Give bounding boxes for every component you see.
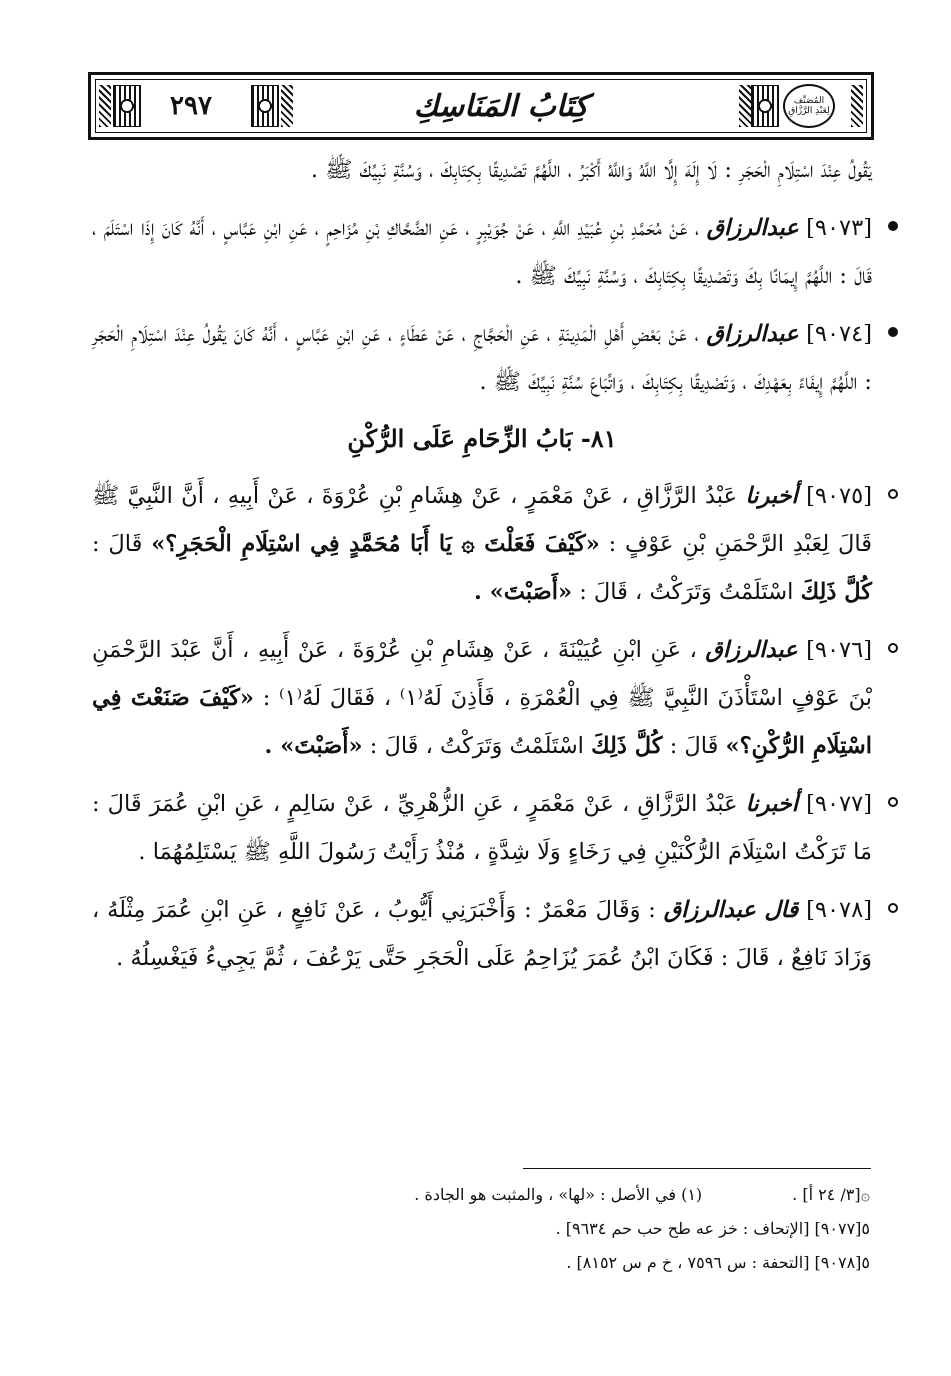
ornament-knot bbox=[251, 85, 279, 127]
hadith-source: عبدالرزاق bbox=[706, 215, 799, 241]
hadith-source: عبدالرزاق bbox=[706, 321, 799, 347]
hadith-source: عبدالرزاق bbox=[705, 637, 798, 663]
prophet-quote: «أَصَبْتَ» . bbox=[474, 579, 573, 605]
hadith-text: عَبْدُ الرَّزَّاقِ ، عَنْ مَعْمَرٍ ، عَنِ الزُّهْرِيِّ ، عَنْ سَالِمٍ ، عَنِ ابْنِ عُمَرَ قَالَ : مَا تَرَكْتُ اسْتِلَامَ الرُّكْنَيْنِ فِي رَخَاءٍ وَلَا شِدَّةٍ ، مُنْذُ رَأَيْتُ رَسُولَ اللَّهِ ﷺ يَسْتَلِمُهُمَا . bbox=[92, 791, 872, 865]
hadith-number: [٩٠٧٥] bbox=[806, 483, 873, 509]
hadith-paragraph bbox=[92, 472, 872, 616]
folio-reference: ۞[٣/ ٢٤ أ] . bbox=[792, 1185, 870, 1204]
logo-line: لِعَبْدِ الرَّزَّاقِ bbox=[788, 106, 830, 116]
hadith-paragraph bbox=[92, 626, 872, 770]
hadith-text: ، عَنِ ابْنِ عُيَيْنَةَ ، عَنْ هِشَامِ بْنِ عُرْوَةَ ، عَنْ أَبِيهِ ، أَنَّ عَبْدَ الرَّحْمَنِ بْنَ عَوْفٍ اسْتَأْذَنَ النَّبِيَّ ﷺ فِي الْعُمْرَةِ ، فَأَذِنَ لَهُ⁽١⁾ ، فَقَالَ لَهُ⁽١⁾ : bbox=[92, 637, 873, 711]
bullet-filled-icon bbox=[888, 327, 898, 337]
bullet-filled-icon bbox=[888, 221, 898, 231]
prophet-quote: «أَصَبْتَ» . bbox=[264, 733, 363, 759]
hadith-source: أخبرنا bbox=[745, 791, 799, 817]
hadith-number: [٩٠٧٦] bbox=[806, 637, 873, 663]
footnote-1: (١) في الأصل : «لها» ، والمثبت هو الجادة . bbox=[414, 1185, 703, 1204]
reply-intro: قَالَ : bbox=[669, 733, 719, 759]
reply-emphasis: كُلَّ ذَلِكَ bbox=[591, 733, 663, 759]
hadith-text: ، عَنْ بَعْضِ أَهْلِ الْمَدِينَةِ ، عَنِ الْحَجَّاجِ ، عَنْ عَطَاءٍ ، عَنِ ابْنِ عَبَّاسٍ ، أَنَّهُ كَانَ يَقُولُ عِنْدَ اسْتِلَامِ الْحَجَرِ : اللَّهُمَّ إِيفَاءً بِعَهْدِكَ ، وَتَصْدِيقًا بِكِتَابِكَ ، وَاتِّبَاعَ سُنَّةِ نَبِيِّكَ ﷺ . bbox=[92, 321, 872, 395]
bullet-hollow-icon bbox=[888, 643, 898, 653]
page-header bbox=[88, 72, 874, 140]
footnote-row bbox=[150, 1178, 870, 1212]
section-heading: ٨١- بَابُ الزِّحَامِ عَلَى الرُّكْنِ bbox=[347, 424, 617, 453]
book-title: كِتَابُ المَنَاسِكِ bbox=[413, 88, 589, 124]
prophet-quote: «كَيْفَ صَنَعْتَ فِي اسْتِلَامِ الرُّكْنِ؟» bbox=[92, 685, 872, 759]
hadith-number: [٩٠٧٧] bbox=[806, 791, 873, 817]
hadith-number: [٩٠٧٨] bbox=[806, 897, 873, 923]
hadith-paragraph bbox=[92, 204, 872, 300]
hadith-number: [٩٠٧٤] bbox=[806, 321, 873, 347]
hadith-source: أخبرنا bbox=[745, 483, 798, 509]
hadith-paragraph bbox=[92, 780, 872, 876]
source-reference: ٥[٩٠٧٧] [الإتحاف : خز عه طح حب حم ٩٦٣٤] . bbox=[555, 1219, 870, 1238]
footnotes bbox=[150, 1178, 870, 1280]
bullet-hollow-icon bbox=[888, 489, 898, 499]
hadith-text: عَبْدُ الرَّزَّاقِ ، عَنْ مَعْمَرٍ ، عَنْ هِشَامِ بْنِ عُرْوَةَ ، عَنْ أَبِيهِ ، أَنَّ النَّبِيَّ ﷺ قَالَ لِعَبْدِ الرَّحْمَنِ بْنِ عَوْفٍ : bbox=[92, 483, 872, 557]
bullet-hollow-icon bbox=[888, 797, 898, 807]
ornament-band bbox=[739, 85, 751, 127]
hadith-text: : وَقَالَ مَعْمَرٌ : وَأَخْبَرَنِي أَيُّوبُ ، عَنْ نَافِعٍ ، عَنِ ابْنِ عُمَرَ مِثْلَهُ ، وَزَادَ نَافِعٌ ، قَالَ : فَكَانَ ابْنُ عُمَرَ يُزَاحِمُ عَلَى الْحَجَرِ حَتَّى يَرْعُفَ ، ثُمَّ يَجِيءُ فَيَغْسِلُهُ . bbox=[92, 897, 872, 971]
hadith-text: يَقُولُ عِنْدَ اسْتِلَامِ الْحَجَرِ : لَا إِلَهَ إِلَّا اللَّهُ وَاللَّهُ أَكْبَرُ ، اللَّهُمَّ تَصْدِيقًا بِكِتَابِكَ ، وَسُنَّةِ نَبِيِّكَ ﷺ . bbox=[310, 157, 872, 183]
page-number: ٢٩٧ bbox=[170, 91, 212, 121]
hadith-paragraph bbox=[92, 310, 872, 406]
reply-emphasis: كُلَّ ذَلِكَ bbox=[800, 579, 872, 605]
reply-text: اسْتَلَمْتُ وَتَرَكْتُ ، قَالَ : bbox=[369, 733, 584, 759]
footnote-divider bbox=[523, 1168, 871, 1169]
book-logo-seal bbox=[783, 84, 835, 128]
reply-text: اسْتَلَمْتُ وَتَرَكْتُ ، قَالَ : bbox=[579, 579, 794, 605]
hadith-text: ، عَنْ مُحَمَّدِ بْنِ عُبَيْدِ اللَّهِ ، عَنْ جُوَيْبِرٍ ، عَنِ الضَّحَّاكِ بْنِ مُزَاحِمٍ ، عَنِ ابْنِ عَبَّاسٍ ، أَنَّهُ كَانَ إِذَا اسْتَلَمَ ، قَالَ : اللَّهُمَّ إِيمَانًا بِكَ وَتَصْدِيقًا بِكِتَابِكَ ، وَسُنَّةِ نَبِيِّكَ ﷺ . bbox=[92, 215, 872, 289]
ornament-knot bbox=[751, 85, 779, 127]
hadith-source: قال عبدالرزاق bbox=[663, 897, 799, 923]
ornament-band bbox=[281, 85, 293, 127]
hadith-paragraph bbox=[92, 886, 872, 982]
prophet-quote: «كَيْفَ فَعَلْتَ ۞ يَا أَبَا مُحَمَّدٍ فِي اسْتِلَامِ الْحَجَرِ؟» bbox=[151, 531, 600, 557]
main-text bbox=[92, 146, 872, 992]
source-reference: ٥[٩٠٧٨] [التحفة : س ٧٥٩٦ ، خ م س ٨١٥٢] . bbox=[566, 1253, 870, 1272]
bullet-hollow-icon bbox=[888, 903, 898, 913]
logo-line: المُصَنَّف bbox=[793, 96, 825, 106]
reply-intro: قَالَ : bbox=[92, 531, 143, 557]
ornament-band bbox=[851, 85, 863, 127]
hadith-number: [٩٠٧٣] bbox=[806, 215, 873, 241]
ornament-band bbox=[99, 85, 111, 127]
paragraph-continuation bbox=[92, 146, 872, 194]
